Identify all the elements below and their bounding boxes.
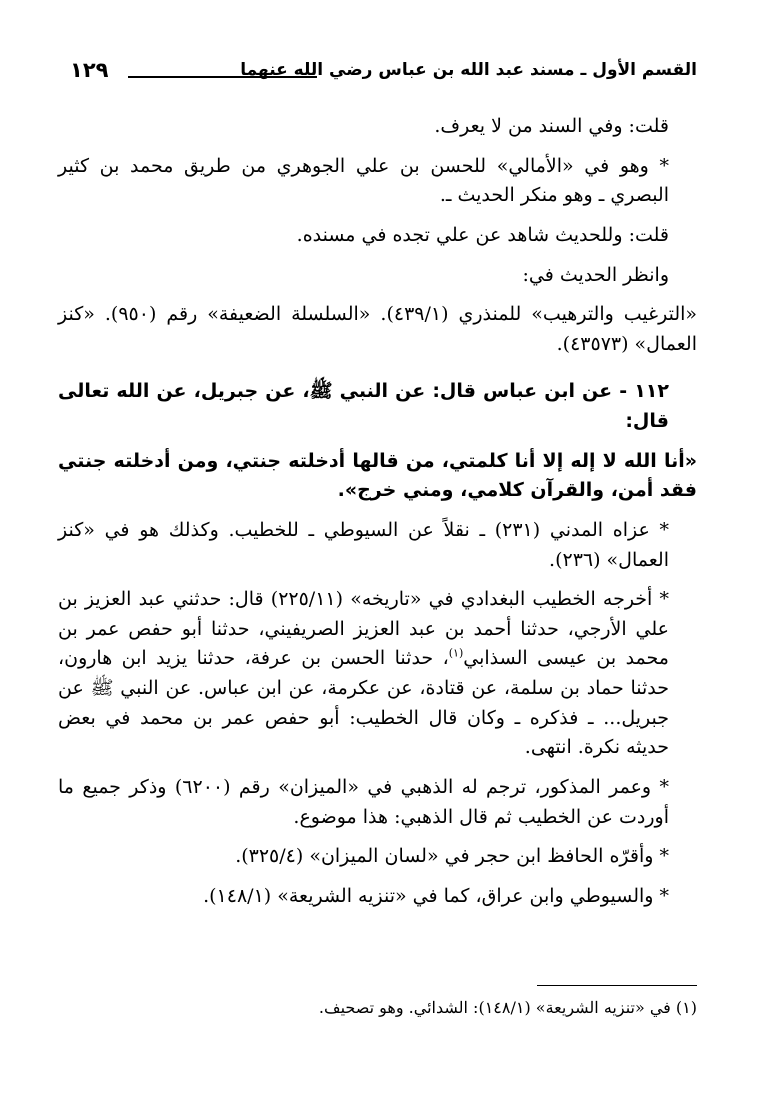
hadith-text: «أنا الله لا إله إلا أنا كلمتي، من قالها أدخلته جنتي، ومن أدخلته جنتي فقد أمن، والقرآن كلامي، ومني خرج». bbox=[58, 449, 697, 502]
paragraph: * وعمر المذكور، ترجم له الذهبي في «الميزان» رقم (٦٢٠٠) وذكر جميع ما أوردت عن الخطيب ثم قال الذهبي: هذا موضوع. bbox=[58, 775, 669, 828]
paragraph: قلت: وفي السند من لا يعرف. bbox=[434, 115, 669, 137]
paragraph: * وهو في «الأمالي» للحسن بن علي الجوهري من طريق محمد بن كثير البصري ـ وهو منكر الحديث ـ. bbox=[58, 154, 669, 207]
paragraph: قلت: وللحديث شاهد عن علي تجده في مسنده. bbox=[296, 223, 669, 246]
paragraph-part: ، حدثنا الحسن بن عرفة، حدثنا يزيد ابن هارون، حدثنا حماد بن سلمة، عن قتادة، عن عكرمة، عن ابن عباس. عن النبي ﷺ عن جبريل... ـ فذكره ـ وكان قال الخطيب: أبو حفص عمر بن محمد في بعض حديثه نكرة. انتهى. bbox=[58, 647, 669, 759]
paragraph-part: * أخرجه الخطيب البغدادي في «تاريخه» (٢٢٥/١١) قال: حدثني عبد العزيز بن علي الأرجي، حدثنا أحمد بن عبد العزيز الصريفيني، حدثنا أبو حفص عمر بن محمد بن عيسى السذابي bbox=[58, 588, 669, 670]
footnote: (١) في «تنزيه الشريعة» (١٤٨/١): الشدائي. وهو تصحيف. bbox=[318, 998, 697, 1017]
header-rule bbox=[128, 76, 317, 78]
header-title: القسم الأول ـ مسند عبد الله بن عباس رضي الله عنهما bbox=[240, 60, 697, 80]
page-number: ١٢٩ bbox=[70, 58, 109, 82]
paragraph: * وأقرّه الحافظ ابن حجر في «لسان الميزان» (٣٢٥/٤). bbox=[235, 845, 669, 868]
paragraph: «الترغيب والترهيب» للمنذري (٤٣٩/١). «السلسلة الضعيفة» رقم (٩٥٠). «كنز العمال» (٤٣٥٧٣). bbox=[58, 303, 698, 355]
running-header bbox=[70, 58, 697, 92]
footnote-marker: (١) bbox=[448, 647, 464, 661]
page-body bbox=[58, 112, 697, 921]
footnote-rule bbox=[537, 985, 697, 986]
paragraph: * عزاه المدني (٢٣١) ـ نقلاً عن السيوطي ـ للخطيب. وكذلك هو في «كنز العمال» (٢٣٦). bbox=[58, 518, 669, 571]
paragraph: وانظر الحديث في: bbox=[522, 263, 669, 286]
hadith-heading: ١١٢ - عن ابن عباس قال: عن النبي ﷺ، عن جبريل، عن الله تعالى قال: bbox=[58, 380, 669, 432]
paragraph: * والسيوطي وابن عراق، كما في «تنزيه الشريعة» (١٤٨/١). bbox=[203, 884, 669, 907]
paragraph bbox=[58, 585, 697, 763]
